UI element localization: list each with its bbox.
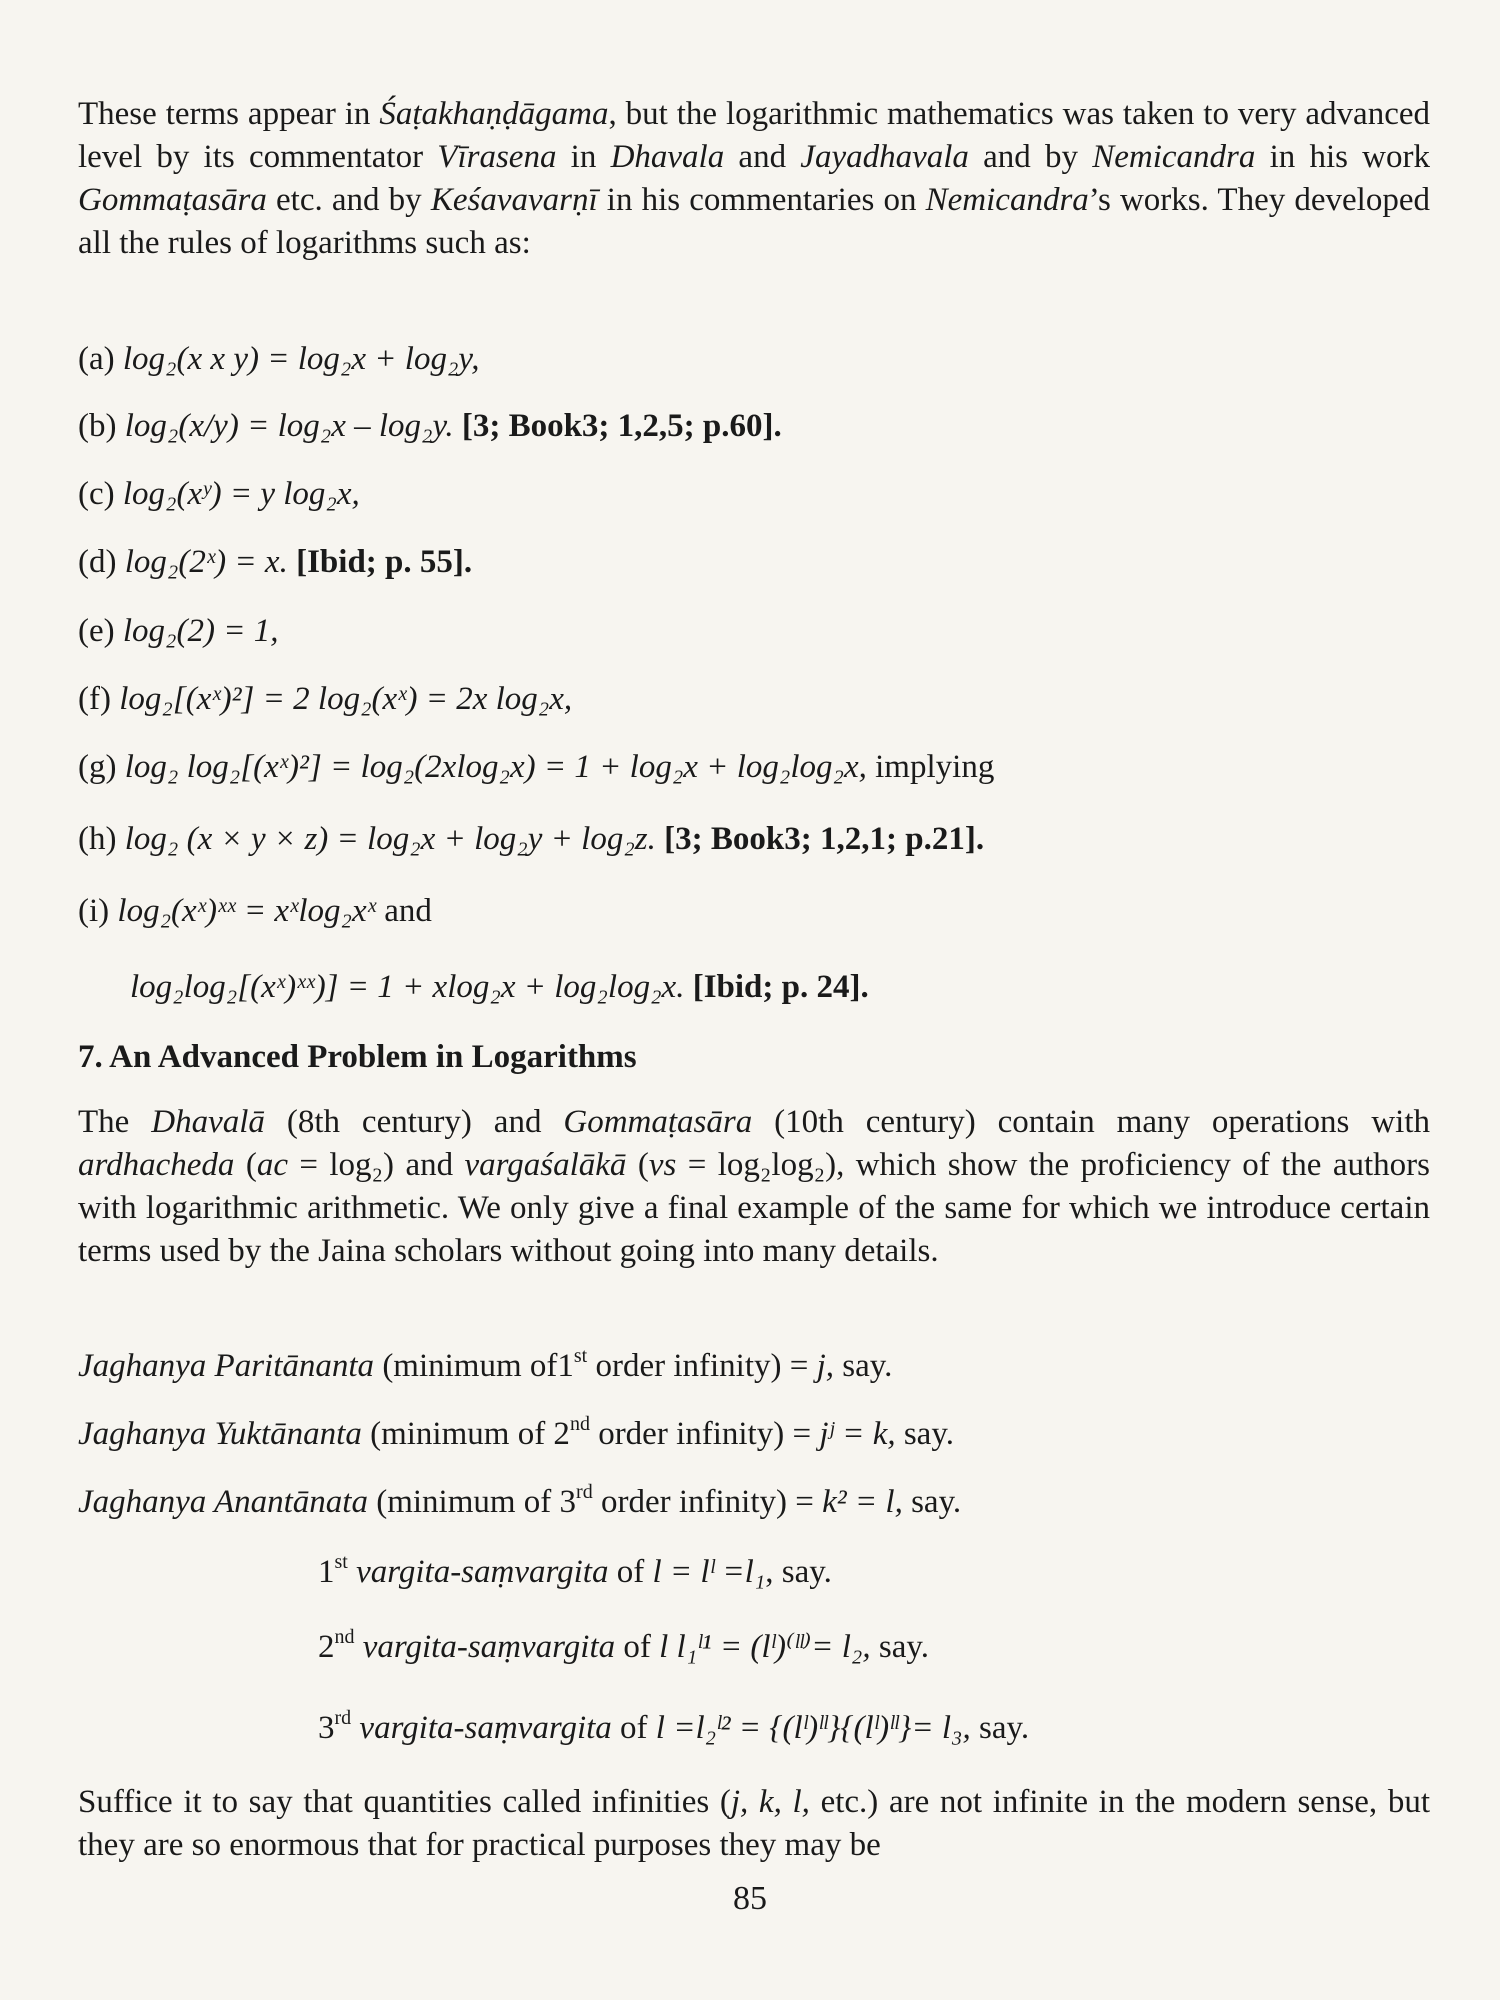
ordinal: nd (569, 1413, 590, 1435)
intro-text: etc. and by (266, 182, 431, 218)
rule-reference: [Ibid; p. 55]. (296, 544, 473, 580)
rule-reference: [Ibid; p. 24]. (692, 969, 869, 1005)
term-say: say. (895, 1416, 954, 1452)
rule-i (78, 890, 432, 933)
term-ac: ac (256, 1147, 288, 1183)
rule-label: (i) (78, 893, 110, 929)
vargita-num: 2 (318, 1629, 335, 1665)
term-name: Jaghanya Paritānanta (78, 1348, 375, 1384)
vargita-of: of (615, 1629, 660, 1665)
closing-paragraph (78, 1781, 1430, 1867)
intro-text: These terms appear in (78, 96, 380, 132)
rule-label: (e) (78, 613, 115, 649)
ordinal: st (334, 1551, 348, 1573)
rule-e (78, 610, 279, 653)
term-name: Jaghanya Anantānata (78, 1484, 368, 1520)
vargita-line-2 (318, 1626, 929, 1669)
vargita-say: , say. (765, 1554, 832, 1590)
vargita-num: 1 (318, 1554, 335, 1590)
term-desc: order infinity) = (589, 1416, 820, 1452)
rule-b (78, 405, 782, 448)
term-kesavavarni: Keśavavarṇī (430, 182, 598, 218)
term-vargasalaka: vargaśalākā (464, 1147, 627, 1183)
ordinal: nd (334, 1626, 355, 1648)
paragraph-text: = log₂) and (287, 1147, 465, 1183)
term-line-2 (78, 1413, 954, 1456)
intro-text: and (724, 139, 801, 175)
term-jayadhavala: Jayadhavala (800, 139, 969, 175)
rule-reference: [3; Book3; 1,2,1; p.21]. (664, 821, 985, 857)
term-say: say. (902, 1484, 962, 1520)
rule-d (78, 541, 472, 584)
term-desc: order infinity) = (592, 1484, 823, 1520)
vargita-expression: l =l₂ˡ² = {(lˡ)ˡˡ}{(lˡ)ˡˡ}= l₃, (655, 1710, 971, 1746)
rule-expression: log₂(2) = 1, (122, 613, 279, 649)
rule-expression: log₂(xʸ) = y log₂x, (122, 476, 360, 512)
term-satakhandagama: Śaṭakhaṇḍāgama (379, 96, 609, 132)
section-heading: 7. An Advanced Problem in Logarithms (78, 1039, 637, 1075)
intro-paragraph (78, 93, 1430, 265)
term-vs: vs (648, 1147, 677, 1183)
intro-text: in his work (1255, 139, 1431, 175)
rule-label: (b) (78, 408, 117, 444)
paragraph-text: Suffice it to say that quantities called infinities ( (78, 1784, 731, 1820)
rule-i-continued (130, 966, 869, 1009)
variables: j, k, l, (730, 1784, 810, 1820)
intro-text: in (556, 139, 611, 175)
rule-expression: log₂ (x × y × z) = log₂x + log₂y + log₂z. (124, 821, 656, 857)
rule-expression: log₂(x/y) = log₂x – log₂y. (124, 408, 454, 444)
rule-label: (g) (78, 749, 117, 785)
paragraph-text: ( (626, 1147, 649, 1183)
vargita-num: 3 (318, 1710, 335, 1746)
term-value: j, (816, 1348, 835, 1384)
intro-text: ’s works. They developed all the rules of logarithms such as: (78, 182, 1430, 261)
paragraph-text: etc.) are not infinite in the modern sense, but they are so enormous that for practical purposes they may be (78, 1784, 1431, 1863)
term-desc: (minimum of 3 (367, 1484, 577, 1520)
paragraph-text: ( (234, 1147, 257, 1183)
term-virasena: Vīrasena (437, 139, 557, 175)
ordinal: st (573, 1345, 588, 1367)
term-nemicandra: Nemicandra (1092, 139, 1256, 175)
term-desc: (minimum of1 (374, 1348, 574, 1384)
rule-h (78, 818, 984, 861)
intro-text: in his commentaries on (597, 182, 926, 218)
term-gommatasara: Gommaṭasāra (563, 1104, 753, 1140)
term-dhavala: Dhavalā (151, 1104, 265, 1140)
vargita-line-3 (318, 1707, 1029, 1750)
vargita-line-1 (318, 1551, 832, 1594)
rule-label: (f) (78, 681, 111, 717)
paragraph-text: (10th century) contain many operations with (752, 1104, 1430, 1140)
vargita-say: say. (870, 1629, 929, 1665)
rule-expression: log₂[(xˣ)²] = 2 log₂(xˣ) = 2x log₂x, (119, 681, 573, 717)
rule-label: (a) (78, 341, 115, 377)
term-desc: (minimum of 2 (361, 1416, 570, 1452)
vargita-name: vargita-saṃvargita (356, 1554, 609, 1590)
rule-g (78, 746, 994, 789)
term-line-3 (78, 1481, 961, 1524)
intro-text: and by (968, 139, 1093, 175)
rule-label: (d) (78, 544, 117, 580)
term-ardhacheda: ardhacheda (78, 1147, 235, 1183)
vargita-say: say. (970, 1710, 1030, 1746)
term-value: k² = l, (822, 1484, 903, 1520)
vargita-of: of (611, 1710, 656, 1746)
intro-text: , but the logarithmic mathematics was taken to very advanced level by its commentator (78, 96, 1430, 175)
paragraph-text: = log₂log₂), which show the proficiency of the authors with logarithmic arithmetic. We only give a final example of the same for which we introduce certain terms used by the Jaina scholars without going into many details. (78, 1147, 1430, 1269)
page-number: 85 (733, 1880, 767, 1917)
section-paragraph (78, 1101, 1430, 1273)
rule-tail: and (384, 893, 432, 929)
term-line-1 (78, 1345, 892, 1388)
vargita-of: of (608, 1554, 653, 1590)
term-say: say. (834, 1348, 893, 1384)
rule-c (78, 473, 360, 516)
vargita-name: vargita-saṃvargita (362, 1629, 616, 1665)
term-name: Jaghanya Yuktānanta (78, 1416, 362, 1452)
term-nemicandra: Nemicandra (925, 182, 1089, 218)
rule-expression: log₂ log₂[(xˣ)²] = log₂(2xlog₂x) = 1 + log₂x + log₂log₂x, (124, 749, 867, 785)
rule-expression: log₂log₂[(xˣ)ˣˣ)] = 1 + xlog₂x + log₂log₂x. (130, 969, 685, 1005)
term-gommatasara: Gommaṭasāra (78, 182, 267, 218)
rule-expression: log₂(xˣ)ˣˣ = xˣlog₂xˣ (117, 893, 376, 929)
term-desc: order infinity) = (587, 1348, 817, 1384)
rule-tail: implying (875, 749, 995, 785)
paragraph-text: The (78, 1104, 152, 1140)
rule-label: (c) (78, 476, 115, 512)
paragraph-text: (8th century) and (264, 1104, 564, 1140)
rule-expression: log₂(2ˣ) = x. (124, 544, 288, 580)
rule-label: (h) (78, 821, 117, 857)
vargita-expression: l l₁ˡ¹ = (lˡ)⁽ˡˡ⁾= l₂, (659, 1629, 871, 1665)
vargita-expression: l = lˡ =l₁ (652, 1554, 766, 1590)
rule-f (78, 678, 572, 721)
vargita-name: vargita-saṃvargita (359, 1710, 612, 1746)
rule-expression: log₂(x x y) = log₂x + log₂y, (122, 341, 480, 377)
ordinal: rd (334, 1707, 352, 1729)
rule-reference: [3; Book3; 1,2,5; p.60]. (461, 408, 782, 444)
rule-a (78, 338, 480, 381)
ordinal: rd (576, 1481, 593, 1503)
term-value: jʲ = k, (819, 1416, 896, 1452)
term-dhavala: Dhavala (610, 139, 725, 175)
